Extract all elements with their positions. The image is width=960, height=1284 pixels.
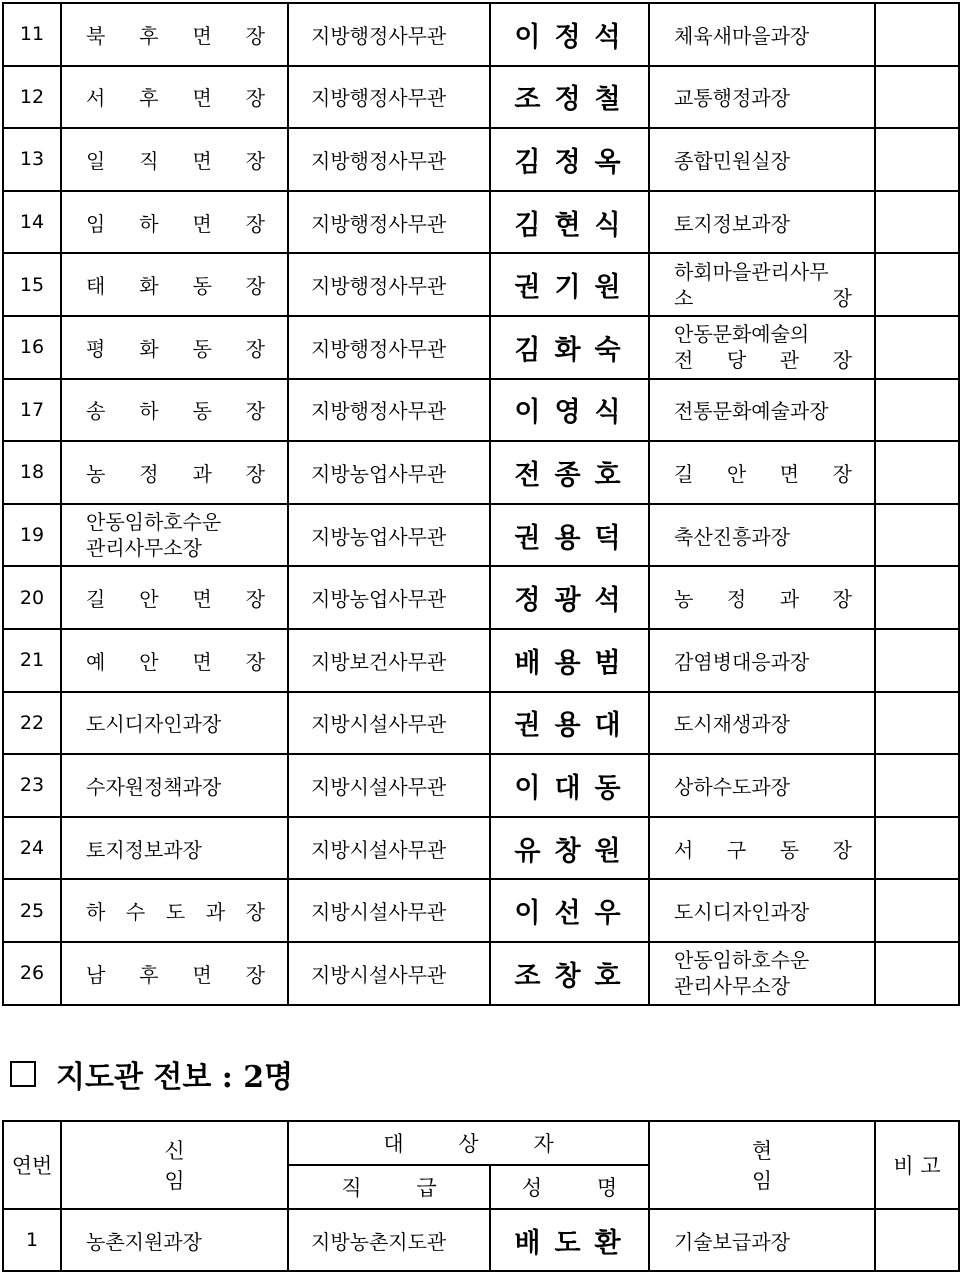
header-no: 연번 <box>3 1121 61 1209</box>
row-note <box>875 504 959 567</box>
row-current-post <box>649 3 875 66</box>
row-current-post <box>649 566 875 629</box>
row-current-post <box>649 629 875 692</box>
table-row <box>3 128 959 191</box>
row-new-post-line: 관리사무소장 <box>86 536 202 561</box>
row-name: 김화숙 <box>490 316 649 379</box>
row-new-post-line: 토지정보과장 <box>86 837 202 862</box>
row-note <box>875 817 959 880</box>
row-current-post-line: 하회마을관리사무 <box>674 259 829 284</box>
row-note <box>875 566 959 629</box>
row-grade: 지방시설사무관 <box>288 942 490 1005</box>
row-new-post <box>61 441 288 504</box>
row-current-post-line: 도시디자인과장 <box>674 900 810 925</box>
row-grade: 지방보건사무관 <box>288 629 490 692</box>
row-name: 이대동 <box>490 754 649 817</box>
row-note <box>875 379 959 442</box>
row-name: 정광석 <box>490 566 649 629</box>
row-name: 권용덕 <box>490 504 649 567</box>
row-current-post-line: 서 구 동 장 <box>674 837 852 862</box>
row-no: 13 <box>3 128 61 191</box>
row-grade: 지방행정사무관 <box>288 66 490 129</box>
table-row <box>3 942 959 1005</box>
row-current-post-line: 토지정보과장 <box>674 211 790 236</box>
row-note <box>875 942 959 1005</box>
row-name: 전종호 <box>490 441 649 504</box>
table-row <box>3 817 959 880</box>
row-name: 권용대 <box>490 692 649 755</box>
row-note <box>875 253 959 316</box>
row-note <box>875 754 959 817</box>
row-no: 24 <box>3 817 61 880</box>
table-row <box>3 3 959 66</box>
row-current-post-line: 농 정 과 장 <box>674 587 852 612</box>
row-note <box>875 66 959 129</box>
table-row <box>3 879 959 942</box>
row-new-post-line: 하 수 도 과 장 <box>86 900 265 925</box>
row-no: 15 <box>3 253 61 316</box>
row-grade: 지방행정사무관 <box>288 253 490 316</box>
row-new-post <box>61 316 288 379</box>
row-current-post-line: 안동임하호수운 <box>674 948 810 973</box>
row-name: 배용범 <box>490 629 649 692</box>
row-grade: 지방시설사무관 <box>288 817 490 880</box>
row-new-post-line: 북 후 면 장 <box>86 23 265 48</box>
row-current-post-line: 관리사무소장 <box>674 974 790 999</box>
row-new-post <box>61 566 288 629</box>
row-note <box>875 441 959 504</box>
table-row <box>3 191 959 254</box>
row-current-post-line: 안동문화예술의 <box>674 322 810 347</box>
row-grade: 지방농촌지도관 <box>288 1209 490 1271</box>
row-grade: 지방행정사무관 <box>288 3 490 66</box>
table-row <box>3 566 959 629</box>
row-name: 유창원 <box>490 817 649 880</box>
row-no: 26 <box>3 942 61 1005</box>
row-current-post <box>649 441 875 504</box>
table-row <box>3 66 959 129</box>
row-new-post <box>61 817 288 880</box>
row-grade: 지방행정사무관 <box>288 316 490 379</box>
row-new-post <box>61 66 288 129</box>
row-current-post-line: 전통문화예술과장 <box>674 399 829 424</box>
row-current-post <box>649 817 875 880</box>
row-no: 20 <box>3 566 61 629</box>
row-grade: 지방농업사무관 <box>288 504 490 567</box>
row-new-post: 농촌지원과장 <box>61 1209 288 1271</box>
row-note <box>875 316 959 379</box>
row-current-post <box>649 942 875 1005</box>
row-new-post <box>61 253 288 316</box>
table-row <box>3 692 959 755</box>
row-name: 배도환 <box>490 1209 649 1271</box>
row-name: 조정철 <box>490 66 649 129</box>
row-name: 김현식 <box>490 191 649 254</box>
row-note <box>875 128 959 191</box>
row-current-post-line: 길 안 면 장 <box>674 461 852 486</box>
header-current-post: 현 임 <box>649 1121 875 1209</box>
row-new-post-line: 임 하 면 장 <box>86 211 265 236</box>
row-note <box>875 629 959 692</box>
header-grade: 직 급 <box>288 1165 490 1209</box>
row-new-post-line: 일 직 면 장 <box>86 148 265 173</box>
row-note <box>875 879 959 942</box>
row-no: 17 <box>3 379 61 442</box>
row-current-post-line: 상하수도과장 <box>674 774 790 799</box>
row-new-post-line: 예 안 면 장 <box>86 649 265 674</box>
section-title: 지도관 전보 : 2명 <box>56 1060 294 1095</box>
row-current-post <box>649 191 875 254</box>
header-name: 성 명 <box>490 1165 649 1209</box>
row-note <box>875 191 959 254</box>
row-no: 18 <box>3 441 61 504</box>
table-row <box>3 504 959 567</box>
row-new-post-line: 태 화 동 장 <box>86 274 265 299</box>
row-note <box>875 3 959 66</box>
row-current-post <box>649 754 875 817</box>
row-current-post: 기술보급과장 <box>649 1209 875 1271</box>
row-note <box>875 1209 959 1271</box>
row-name: 이선우 <box>490 879 649 942</box>
section-heading <box>10 1052 293 1096</box>
row-current-post-line: 종합민원실장 <box>674 148 790 173</box>
row-grade: 지방시설사무관 <box>288 692 490 755</box>
table-row <box>3 629 959 692</box>
row-current-post <box>649 253 875 316</box>
row-name: 이정석 <box>490 3 649 66</box>
row-new-post-line: 농 정 과 장 <box>86 461 265 486</box>
row-no: 12 <box>3 66 61 129</box>
row-no: 16 <box>3 316 61 379</box>
row-new-post <box>61 942 288 1005</box>
row-grade: 지방행정사무관 <box>288 191 490 254</box>
row-grade: 지방행정사무관 <box>288 128 490 191</box>
row-no: 25 <box>3 879 61 942</box>
row-no: 22 <box>3 692 61 755</box>
row-grade: 지방농업사무관 <box>288 441 490 504</box>
row-no: 1 <box>3 1209 61 1271</box>
row-new-post-line: 안동임하호수운 <box>86 510 222 535</box>
row-new-post-line: 평 화 동 장 <box>86 336 265 361</box>
table-row <box>3 1209 959 1271</box>
row-current-post <box>649 128 875 191</box>
row-note <box>875 692 959 755</box>
row-new-post-line: 송 하 동 장 <box>86 399 265 424</box>
table-row <box>3 754 959 817</box>
row-current-post <box>649 379 875 442</box>
table-row <box>3 316 959 379</box>
row-current-post <box>649 692 875 755</box>
personnel-table-administrative <box>2 2 960 1006</box>
row-current-post-line: 감염병대응과장 <box>674 649 810 674</box>
row-new-post <box>61 629 288 692</box>
row-current-post <box>649 316 875 379</box>
row-new-post <box>61 128 288 191</box>
row-new-post <box>61 504 288 567</box>
header-new-post: 신 임 <box>61 1121 288 1209</box>
row-new-post <box>61 379 288 442</box>
checkbox-icon <box>10 1061 36 1087</box>
row-current-post <box>649 879 875 942</box>
row-new-post <box>61 692 288 755</box>
row-grade: 지방시설사무관 <box>288 879 490 942</box>
row-current-post-line: 도시재생과장 <box>674 712 790 737</box>
table-row <box>3 253 959 316</box>
row-current-post <box>649 504 875 567</box>
row-new-post-line: 도시디자인과장 <box>86 712 222 737</box>
row-new-post-line: 수자원정책과장 <box>86 774 222 799</box>
row-no: 19 <box>3 504 61 567</box>
row-new-post <box>61 879 288 942</box>
row-current-post-line: 교통행정과장 <box>674 86 790 111</box>
row-name: 조창호 <box>490 942 649 1005</box>
row-no: 14 <box>3 191 61 254</box>
row-new-post <box>61 3 288 66</box>
row-current-post-line: 축산진흥과장 <box>674 524 790 549</box>
row-current-post <box>649 66 875 129</box>
row-name: 권기원 <box>490 253 649 316</box>
row-current-post-line: 소 장 <box>674 285 852 310</box>
table-row <box>3 379 959 442</box>
table-row <box>3 441 959 504</box>
row-name: 김정옥 <box>490 128 649 191</box>
row-name: 이영식 <box>490 379 649 442</box>
row-grade: 지방농업사무관 <box>288 566 490 629</box>
header-note: 비 고 <box>875 1121 959 1209</box>
row-new-post-line: 남 후 면 장 <box>86 962 265 987</box>
row-no: 21 <box>3 629 61 692</box>
row-current-post-line: 체육새마을과장 <box>674 23 810 48</box>
row-new-post-line: 길 안 면 장 <box>86 587 265 612</box>
row-new-post-line: 서 후 면 장 <box>86 86 265 111</box>
row-new-post <box>61 191 288 254</box>
row-no: 11 <box>3 3 61 66</box>
header-target: 대 상 자 <box>288 1121 649 1165</box>
row-no: 23 <box>3 754 61 817</box>
row-grade: 지방행정사무관 <box>288 379 490 442</box>
personnel-table-extension <box>2 1120 960 1272</box>
row-grade: 지방시설사무관 <box>288 754 490 817</box>
row-new-post <box>61 754 288 817</box>
row-current-post-line: 전 당 관 장 <box>674 348 852 373</box>
